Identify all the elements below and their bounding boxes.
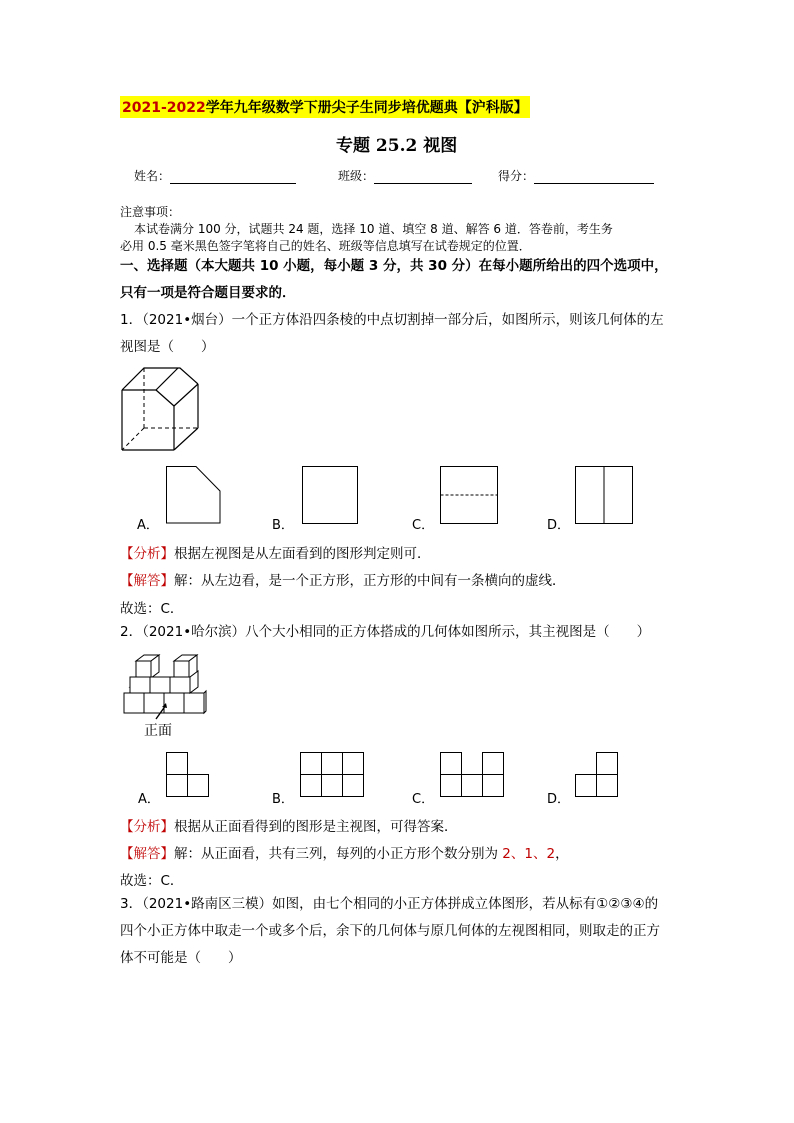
q2-option-d-label: D． — [547, 792, 571, 807]
q2-analysis-label: 【分析】 — [120, 819, 174, 835]
section-heading-line-1: 一、选择题（本大题共 10 小题，每小题 3 分，共 30 分）在每小题所给出的四个选项中， — [120, 258, 668, 274]
score-label: 得分： — [498, 169, 535, 183]
q2-answer-numbers: 2、1、2 — [502, 846, 556, 862]
q1-option-c-label: C． — [412, 518, 435, 533]
q2-solid-figure — [122, 655, 208, 721]
q1-option-d-label: D． — [547, 518, 571, 533]
q2-option-b-label: B． — [272, 792, 294, 807]
q2-option-c-figure — [440, 752, 506, 798]
q1-analysis-label: 【分析】 — [120, 546, 174, 562]
q2-analysis — [120, 815, 458, 835]
q1-choice: 故选：C． — [120, 601, 184, 617]
name-field — [134, 167, 296, 184]
q1-option-a-label: A． — [137, 518, 159, 533]
q2-answer-prefix: 解：从正面看，共有三列，每列的小正方形个数分别为 — [174, 846, 503, 862]
score-blank — [534, 171, 654, 184]
q1-solid-figure — [120, 362, 200, 452]
q1-line-1: 1．（2021•烟台）一个正方体沿四条棱的中点切割掉一部分后，如图所示，则该几何体的左 — [120, 312, 664, 328]
q2-choice: 故选：C． — [120, 873, 184, 889]
q2-line-1: 2．（2021•哈尔滨）八个大小相同的正方体搭成的几何体如图所示，其主视图是（ ） — [120, 624, 651, 640]
notice-line-2: 必用 0.5 毫米黑色签字笔将自己的姓名、班级等信息填写在试卷规定的位置． — [120, 239, 531, 253]
q2-option-a-label: A． — [138, 792, 160, 807]
notice-line-1: 本试卷满分 100 分，试题共 24 题，选择 10 道、填空 8 道、解答 6 道．答卷前，考生务 — [134, 222, 613, 236]
q2-analysis-text: 根据从正面看得到的图形是主视图，可得答案． — [174, 819, 458, 835]
name-blank — [170, 171, 296, 184]
q1-option-a-figure — [166, 466, 222, 524]
q1-option-d-figure — [575, 466, 633, 524]
class-label: 班级： — [338, 169, 375, 183]
page-title: 专题 25.2 视图 — [336, 136, 458, 156]
q3-line-1: 3．（2021•路南区三模）如图，由七个相同的小正方体拼成立体图形，若从标有①②③④的 — [120, 896, 659, 912]
q1-line-2: 视图是（ ） — [120, 339, 215, 355]
q2-answer-label: 【解答】 — [120, 846, 174, 862]
class-blank — [374, 171, 472, 184]
header-banner — [120, 96, 530, 118]
q2-option-b-figure — [300, 752, 366, 798]
q3-line-2: 四个小正方体中取走一个或多个后，余下的几何体与原几何体的左视图相同，则取走的正方 — [120, 923, 660, 939]
q1-answer-label: 【解答】 — [120, 573, 174, 589]
header-edition: 【沪科版】 — [457, 100, 528, 116]
q1-option-c-figure — [440, 466, 498, 524]
header-series: 学年九年级数学下册尖子生同步培优题典 — [205, 100, 458, 116]
notice-heading: 注意事项： — [120, 205, 181, 219]
q2-answer — [120, 842, 569, 862]
q2-answer-suffix: ， — [555, 846, 569, 862]
q3-line-3: 体不可能是（ ） — [120, 950, 242, 966]
class-field — [338, 167, 472, 184]
q1-option-b-figure — [302, 466, 358, 524]
header-year: 2021-2022 — [122, 100, 206, 116]
name-label: 姓名： — [134, 169, 171, 183]
q1-answer-text: 解：从左边看，是一个正方形，正方形的中间有一条横向的虚线． — [174, 573, 566, 589]
q1-option-b-label: B． — [272, 518, 294, 533]
q2-option-d-figure — [575, 752, 621, 798]
q1-answer — [120, 569, 566, 589]
score-field — [498, 167, 654, 184]
q1-analysis-text: 根据左视图是从左面看到的图形判定则可． — [174, 546, 431, 562]
q1-analysis — [120, 542, 431, 562]
q2-front-label: 正面 — [144, 723, 172, 739]
q2-option-c-label: C． — [412, 792, 435, 807]
section-heading-line-2: 只有一项是符合题目要求的． — [120, 285, 296, 301]
q2-option-a-figure — [166, 752, 210, 798]
